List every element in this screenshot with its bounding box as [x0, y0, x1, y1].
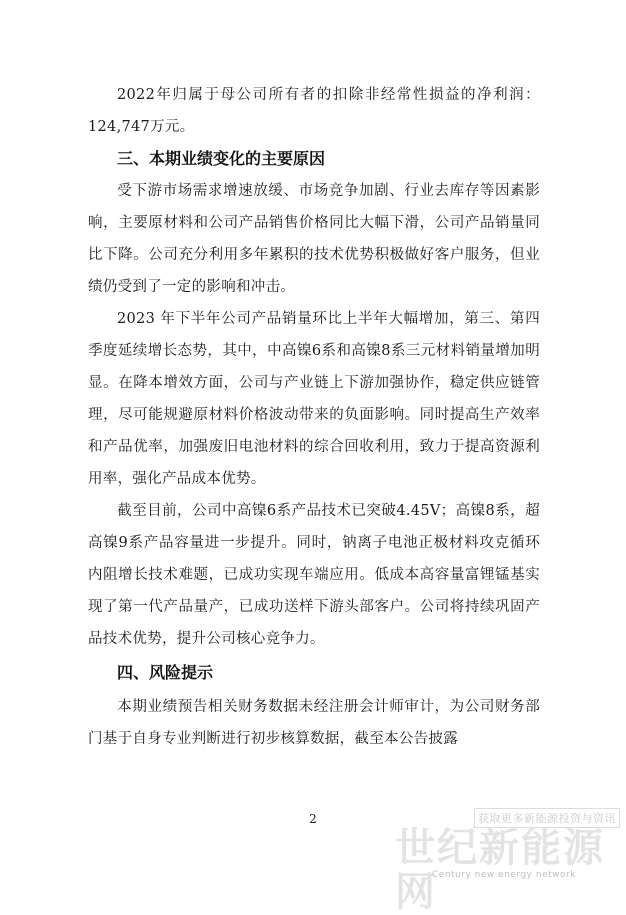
section-heading-reasons: 三、本期业绩变化的主要原因 — [117, 149, 326, 168]
section-heading-risk: 四、风险提示 — [117, 663, 214, 682]
watermark-logo-text: 世纪新能源网 — [395, 825, 605, 915]
watermark-caption: 获取更多新能源投资与资讯 — [474, 808, 620, 828]
risk-paragraph: 本期业绩预告相关财务数据未经注册会计师审计，为公司财务部门基于自身专业判断进行初步核算数据，截至本公告披露 — [88, 699, 540, 747]
net-profit-paragraph: 2022年归属于母公司所有者的扣除非经常性损益的净利润：124,747万元。 — [88, 87, 540, 135]
reasons-paragraph-3: 截至目前，公司中高镍6系产品技术已突破4.45V；高镍8系，超高镍9系产品容量进一步提升。同时，钠离子电池正极材料攻克循环内阻增长技术难题，已成功实现车端应用。低成本高容量富锂锰基实现了第一代产品量产，已成功送样下游头部客户。公司将持续巩固产品技术优势，提升公司核心竞争力。 — [88, 503, 540, 647]
reasons-paragraph-1: 受下游市场需求增速放缓、市场竞争加剧、行业去库存等因素影响，主要原材料和公司产品销售价格同比大幅下滑，公司产品销量同比下降。公司充分利用多年累积的技术优势积极做好客户服务，但业绩仍受到了一定的影响和冲击。 — [88, 183, 540, 295]
watermark-subtitle: Century new energy network — [432, 870, 576, 880]
page-number: 2 — [309, 812, 317, 826]
reasons-paragraph-2: 2023 年下半年公司产品销量环比上半年大幅增加，第三、第四季度延续增长态势，其中，中高镍6系和高镍8系三元材料销量增加明显。在降本增效方面，公司与产业链上下游加强协作，稳定供应链管理，尽可能规避原材料价格波动带来的负面影响。同时提高生产效率和产品优率，加强废旧电池材料的综合回收利用，致力于提高资源利用率，强化产品成本优势。 — [88, 311, 540, 487]
